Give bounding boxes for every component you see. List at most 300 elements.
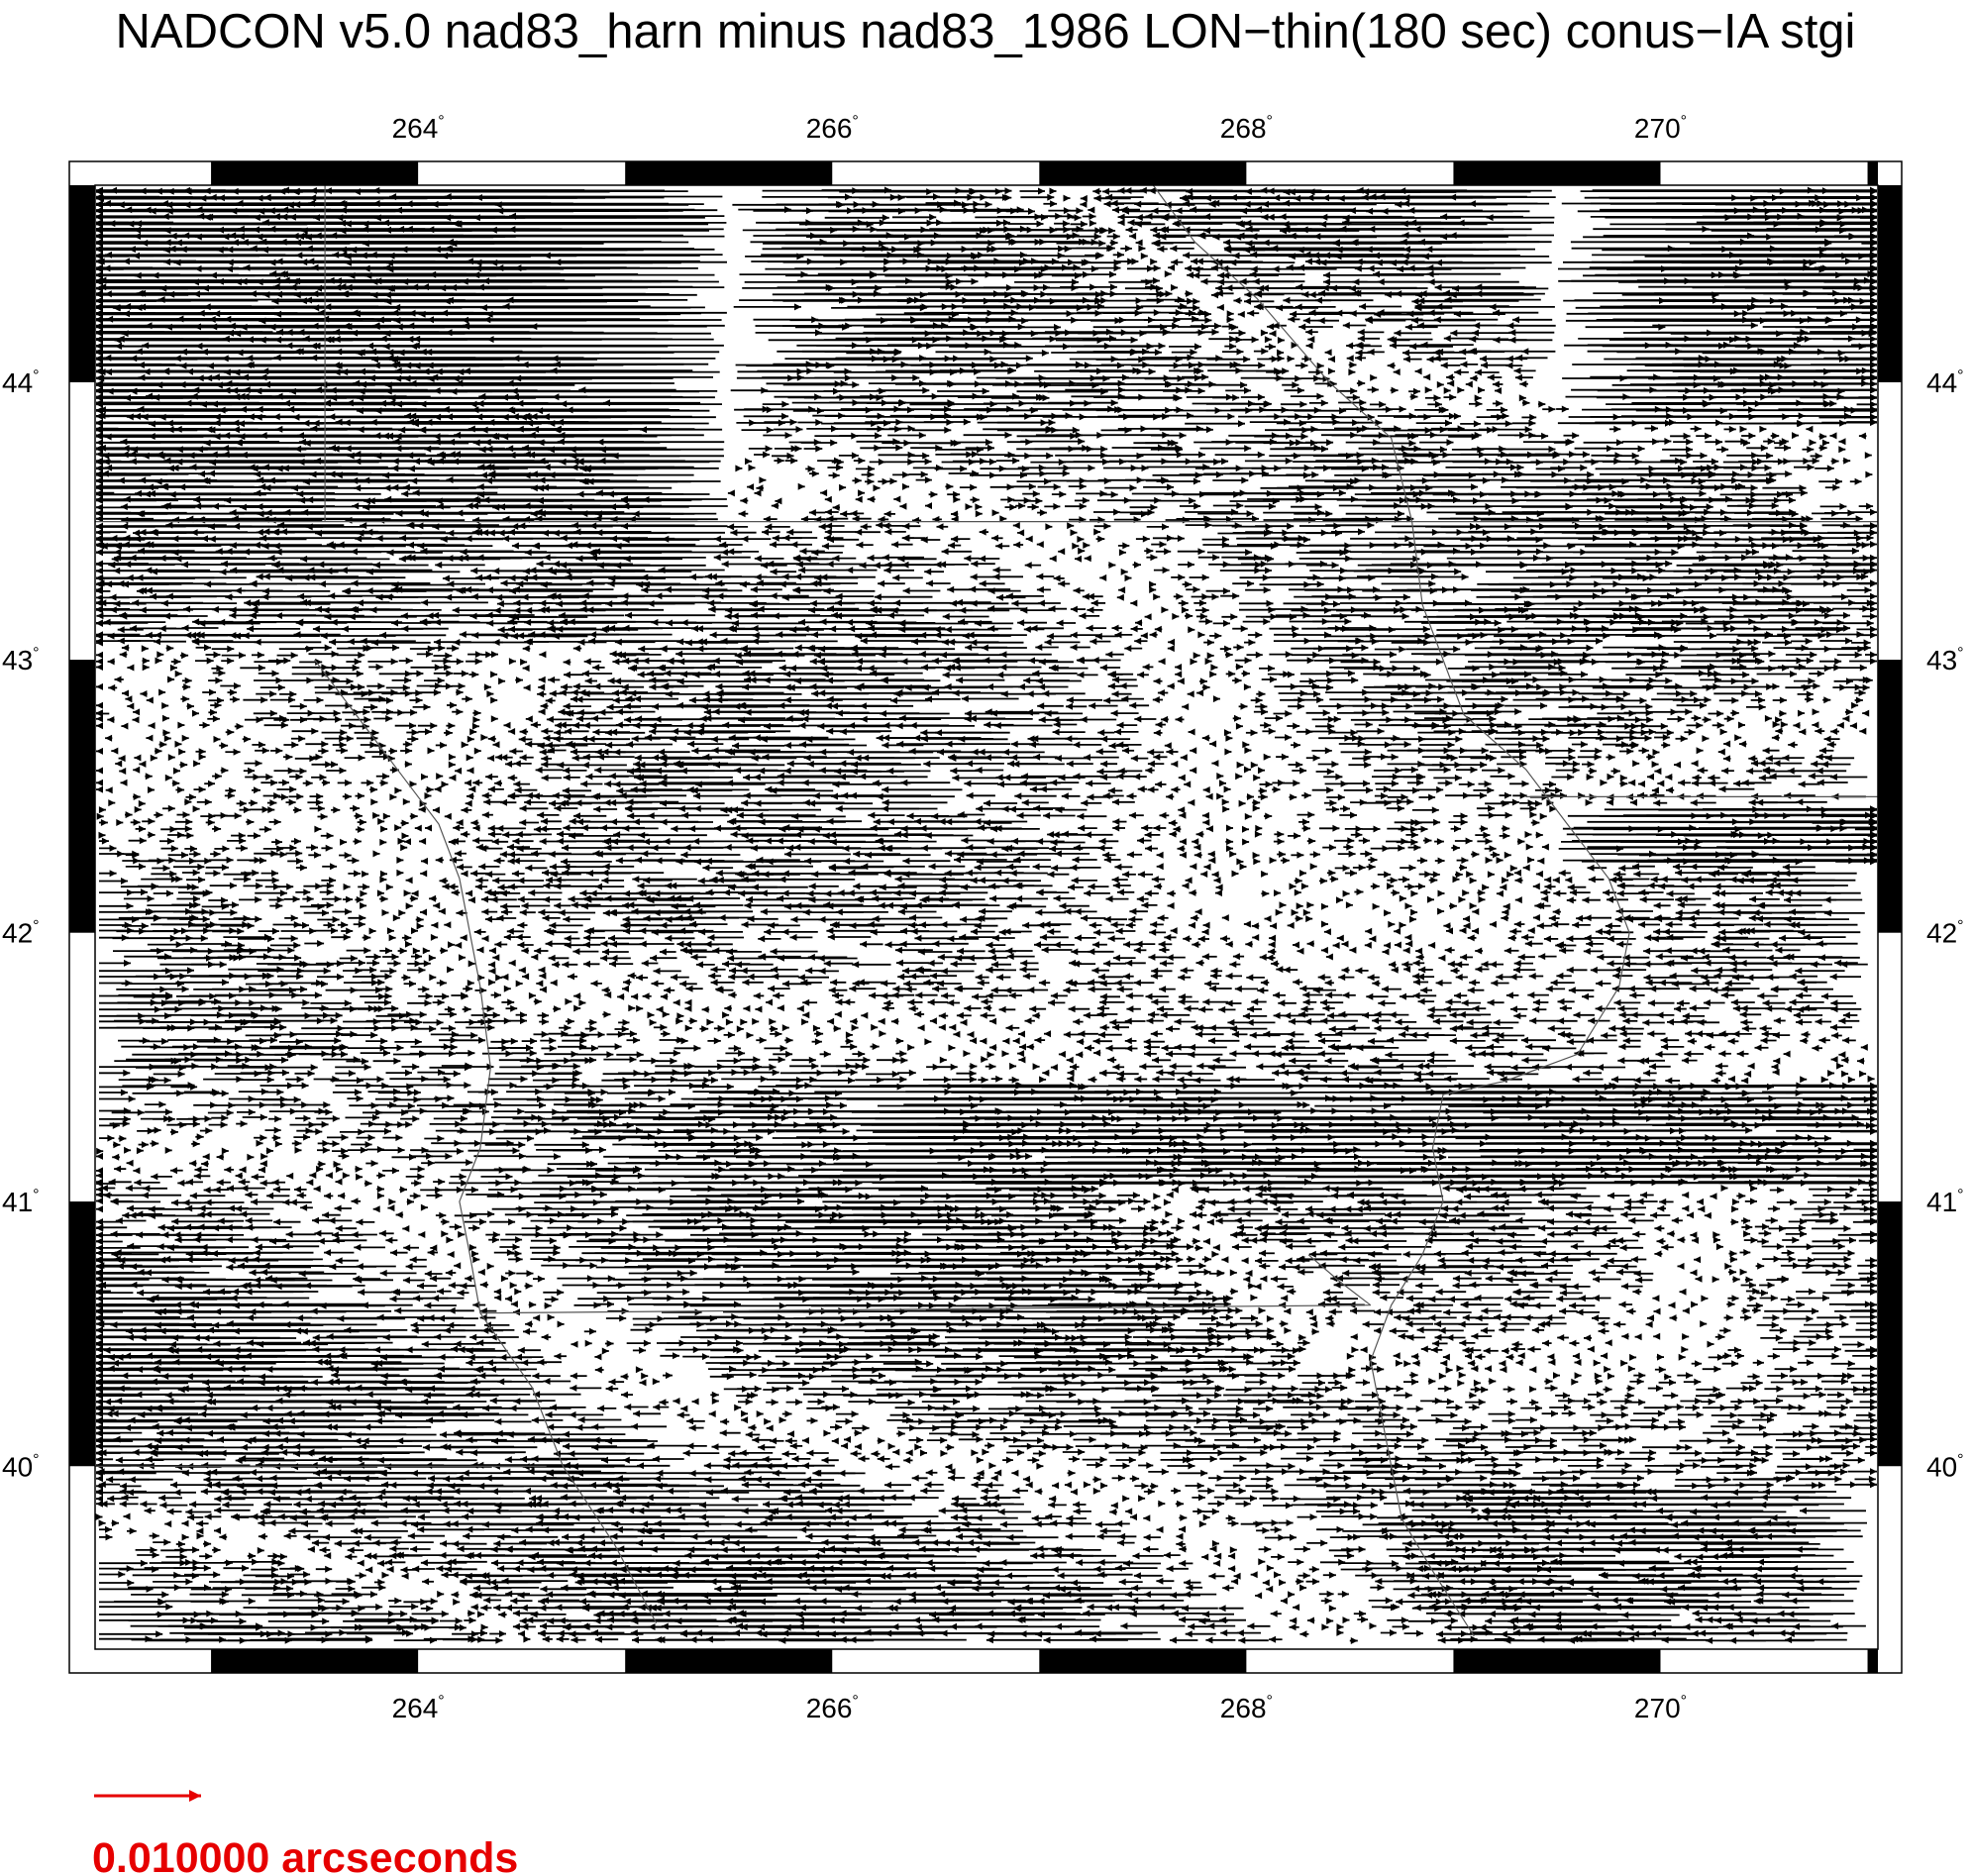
vector-arrowhead (398, 350, 405, 357)
vector-arrowhead (925, 459, 932, 466)
vector-arrowhead (1323, 271, 1330, 278)
vector-arrowhead (133, 253, 140, 260)
vector-arrowhead (261, 247, 268, 254)
vector-arrowhead (1288, 316, 1295, 323)
vector-arrowhead (1548, 406, 1555, 413)
vector-arrowhead (1063, 220, 1070, 227)
vector-arrowhead (1255, 206, 1262, 213)
vector-arrowhead (1171, 284, 1178, 291)
vector-arrowhead (419, 401, 426, 408)
vector-arrowhead (300, 259, 307, 265)
vector-arrowhead (560, 459, 567, 466)
vector-arrowhead (1400, 406, 1406, 413)
vector-arrowhead (395, 207, 402, 214)
vector-arrowhead (1003, 303, 1010, 310)
vector-arrowhead (334, 336, 341, 343)
vector-arrowhead (268, 324, 275, 331)
vector-arrowhead (1440, 213, 1447, 220)
vector-arrowhead (447, 239, 454, 246)
vector-arrowhead (1840, 310, 1847, 317)
vector-arrowhead (1273, 265, 1280, 272)
frame-bar-top (211, 161, 418, 185)
vector-arrowhead (1406, 310, 1413, 317)
vector-arrowhead (474, 264, 481, 271)
vector-arrowhead (1321, 446, 1328, 453)
vector-arrowhead (335, 277, 342, 284)
vector-arrowhead (1440, 234, 1447, 241)
vector-arrowhead (1508, 337, 1515, 344)
vector-arrowhead (1408, 264, 1415, 271)
vector-arrowhead (1440, 426, 1447, 433)
vector-arrowhead (1149, 187, 1156, 194)
vector-arrowhead (1434, 316, 1441, 323)
vector-arrowhead (512, 355, 519, 362)
vector-arrowhead (273, 413, 280, 420)
vector-arrowhead (167, 426, 174, 433)
vector-arrowhead (96, 412, 103, 419)
vector-arrowhead (1317, 363, 1324, 369)
vector-arrowhead (394, 445, 401, 452)
vector-arrowhead (868, 466, 875, 472)
vector-arrowhead (1664, 438, 1671, 445)
vector-arrowhead (1446, 373, 1453, 380)
vector-arrowhead (1475, 394, 1482, 401)
vector-arrowhead (922, 453, 929, 460)
vector-arrowhead (1104, 201, 1111, 208)
vector-arrowhead (1466, 381, 1473, 388)
vector-arrowhead (548, 420, 555, 427)
vector-arrowhead (214, 414, 221, 421)
vector-arrowhead (1192, 316, 1198, 323)
vector-arrowhead (1125, 427, 1132, 434)
vector-arrowhead (1223, 239, 1230, 246)
vector-arrowhead (1005, 432, 1012, 439)
vector-arrowhead (1808, 464, 1815, 470)
vector-arrowhead (1108, 227, 1115, 234)
vector-arrowhead (103, 459, 110, 466)
vector-arrowhead (1136, 304, 1143, 311)
vector-arrowhead (1054, 324, 1061, 331)
vector-arrowhead (1215, 355, 1222, 362)
vector-arrowhead (122, 451, 129, 458)
vector-arrowhead (487, 336, 494, 343)
vector-arrowhead (161, 200, 168, 207)
vector-arrowhead (1314, 445, 1321, 452)
vector-arrowhead (1294, 195, 1300, 202)
vector-arrowhead (1309, 309, 1316, 316)
vector-arrowhead (1426, 264, 1433, 271)
vector-arrowhead (1047, 194, 1054, 201)
vector-arrowhead (275, 291, 282, 298)
vector-arrowhead (167, 188, 174, 195)
vector-arrowhead (1265, 336, 1272, 343)
vector-arrowhead (156, 188, 162, 195)
vector-arrowhead (96, 451, 103, 458)
vector-arrowhead (790, 458, 797, 465)
vector-arrowhead (1810, 439, 1816, 446)
vector-arrowhead (383, 330, 390, 337)
vector-arrowhead (1253, 278, 1260, 285)
vector-arrowhead (1638, 446, 1645, 453)
vector-arrowhead (1155, 349, 1162, 356)
vector-arrowhead (1415, 367, 1422, 374)
vector-arrowhead (1280, 213, 1287, 220)
vector-arrowhead (358, 426, 364, 433)
vector-arrowhead (135, 272, 142, 279)
vector-arrowhead (986, 201, 992, 208)
vector-arrowhead (1076, 207, 1083, 214)
vector-arrowhead (1067, 213, 1074, 220)
vector-arrowhead (1423, 373, 1430, 380)
vector-arrowhead (883, 420, 890, 427)
vector-arrowhead (524, 451, 531, 458)
vector-arrowhead (1712, 459, 1718, 466)
vector-arrowhead (1425, 386, 1432, 393)
vector-arrowhead (989, 459, 996, 466)
vector-arrowhead (1305, 259, 1312, 265)
vector-arrowhead (919, 432, 926, 439)
vector-arrowhead (452, 458, 459, 465)
vector-arrowhead (882, 214, 889, 221)
vector-arrowhead (134, 233, 141, 240)
vector-arrowhead (1457, 386, 1464, 393)
vector-arrowhead (1227, 310, 1234, 317)
vector-arrowhead (1379, 401, 1386, 408)
vector-arrowhead (1154, 264, 1161, 271)
vector-arrowhead (1318, 317, 1325, 324)
vector-arrowhead (795, 445, 802, 452)
vector-arrowhead (1792, 432, 1799, 439)
vector-arrowhead (1211, 264, 1218, 271)
vector-arrowhead (1493, 309, 1500, 316)
vector-arrowhead (1131, 337, 1138, 344)
vector-arrowhead (1201, 373, 1208, 380)
vector-arrowhead (108, 220, 115, 227)
vector-arrowhead (944, 412, 951, 419)
vector-arrowhead (1325, 349, 1332, 356)
vector-arrowhead (96, 258, 103, 264)
vector-arrowhead (1250, 252, 1257, 259)
vector-arrowhead (1117, 187, 1124, 194)
vector-arrowhead (183, 187, 190, 194)
vector-arrowhead (123, 310, 130, 317)
vector-arrowhead (118, 201, 125, 208)
vector-arrowhead (1496, 400, 1503, 407)
vector-arrowhead (962, 246, 969, 253)
vector-arrowhead (333, 362, 340, 368)
frame-bar-right (1878, 660, 1902, 933)
vector-arrowhead (1005, 187, 1012, 194)
vector-arrowhead (1123, 413, 1130, 420)
vector-arrowhead (1823, 393, 1830, 400)
vector-arrowhead (201, 349, 208, 356)
vector-arrowhead (1352, 278, 1359, 285)
vector-arrowhead (103, 264, 110, 271)
vector-arrowhead (1515, 374, 1522, 381)
vector-arrowhead (1729, 426, 1736, 433)
vector-arrowhead (253, 226, 259, 233)
vector-arrowhead (1284, 419, 1291, 426)
vector-arrowhead (1286, 458, 1293, 465)
vector-arrowhead (1229, 343, 1236, 350)
vector-arrowhead (790, 419, 797, 426)
vector-arrowhead (1505, 420, 1512, 427)
vector-arrowhead (1435, 401, 1442, 408)
vector-arrowhead (815, 419, 822, 426)
vector-arrowhead (1312, 252, 1319, 259)
vector-arrowhead (1632, 453, 1639, 460)
vector-arrowhead (164, 239, 171, 246)
vector-arrowhead (224, 316, 231, 323)
vector-arrowhead (1347, 355, 1354, 362)
vector-arrowhead (233, 369, 240, 376)
vector-arrowhead (1349, 207, 1356, 214)
frame-bar-top (1453, 161, 1660, 185)
vector-arrowhead (1469, 200, 1476, 207)
vector-arrowhead (163, 259, 170, 265)
vector-arrowhead (1859, 433, 1866, 440)
vector-arrowhead (1089, 213, 1096, 220)
vector-arrowhead (1306, 343, 1313, 350)
vector-arrowhead (1137, 453, 1144, 460)
frame-bar-top (1868, 161, 1878, 185)
vector-arrowhead (1198, 452, 1205, 459)
vector-arrowhead (1870, 297, 1877, 304)
vector-arrowhead (1488, 374, 1495, 381)
frame-bar-left (69, 185, 95, 382)
vector-arrowhead (1225, 284, 1232, 291)
vector-arrowhead (1307, 336, 1314, 343)
vector-arrowhead (274, 311, 281, 318)
vector-arrowhead (1434, 355, 1441, 362)
vector-arrowhead (1078, 438, 1085, 445)
vector-arrowhead (1475, 369, 1482, 376)
vector-arrowhead (1695, 425, 1702, 432)
vector-arrowhead (1326, 439, 1333, 446)
vector-arrowhead (1376, 260, 1383, 266)
vector-arrowhead (983, 388, 989, 395)
vector-arrowhead (1469, 336, 1476, 343)
vector-arrowhead (273, 213, 280, 220)
vector-arrowhead (1236, 337, 1243, 344)
vector-arrowhead (1136, 214, 1143, 221)
vector-arrowhead (1149, 368, 1156, 375)
vector-arrowhead (1403, 356, 1410, 363)
vector-arrowhead (1126, 227, 1133, 234)
vector-arrowhead (312, 304, 319, 311)
vector-arrowhead (1322, 194, 1329, 201)
vector-arrowhead (207, 363, 214, 369)
vector-arrowhead (223, 336, 230, 343)
vector-arrowhead (544, 464, 551, 470)
vector-arrowhead (1441, 406, 1448, 413)
vector-arrowhead (1830, 432, 1837, 439)
vector-arrowhead (1470, 374, 1477, 381)
vector-arrowhead (238, 233, 245, 240)
vector-arrowhead (370, 292, 377, 299)
vector-arrowhead (1252, 336, 1259, 343)
vector-arrowhead (1157, 297, 1164, 304)
vector-arrowhead (1174, 363, 1181, 369)
vector-arrowhead (1204, 317, 1211, 324)
vector-arrowhead (1258, 362, 1265, 368)
vector-arrowhead (186, 368, 193, 375)
vector-arrowhead (373, 432, 380, 439)
vector-arrowhead (1238, 420, 1245, 427)
vector-arrowhead (176, 316, 183, 323)
vector-arrowhead (1261, 214, 1268, 221)
vector-arrowhead (1320, 214, 1327, 221)
vector-arrowhead (330, 387, 337, 394)
vector-arrowhead (1373, 270, 1380, 277)
vector-arrowhead (1350, 387, 1357, 394)
vector-arrowhead (1768, 438, 1775, 445)
vector-arrowhead (195, 343, 202, 350)
vector-arrowhead (1227, 316, 1234, 323)
vector-arrowhead (1353, 394, 1360, 401)
vector-arrowhead (202, 285, 209, 292)
vector-arrowhead (1152, 207, 1159, 214)
vector-arrowhead (1721, 446, 1728, 453)
frame-bar-right (1878, 185, 1902, 382)
vector-arrowhead (1098, 240, 1105, 247)
vector-arrowhead (1198, 387, 1205, 394)
vector-arrowhead (1506, 356, 1513, 363)
vector-arrowhead (1136, 240, 1143, 247)
vector-arrowhead (1165, 270, 1172, 277)
vector-arrowhead (1046, 453, 1053, 460)
vector-arrowhead (1528, 420, 1535, 427)
vector-arrowhead (1525, 426, 1532, 433)
vector-arrowhead (354, 458, 361, 465)
vector-arrowhead (1839, 438, 1846, 445)
vector-arrowhead (1502, 413, 1508, 420)
vector-arrowhead (557, 419, 564, 426)
vector-arrowhead (735, 465, 742, 471)
vector-arrowhead (1366, 246, 1373, 253)
vector-arrowhead (1141, 253, 1148, 260)
vector-arrowhead (357, 407, 363, 414)
vector-arrowhead (1243, 356, 1250, 363)
vector-arrowhead (552, 355, 559, 362)
vector-arrowhead (1221, 458, 1228, 465)
vector-arrowhead (105, 465, 112, 471)
vector-arrowhead (1244, 201, 1251, 208)
vector-arrowhead (472, 271, 479, 278)
frame-bar-left (69, 660, 95, 933)
vector-arrowhead (1003, 219, 1010, 226)
vector-arrowhead (745, 458, 752, 465)
vector-arrowhead (298, 459, 305, 466)
vector-arrowhead (484, 439, 491, 446)
vector-arrowhead (1510, 464, 1517, 470)
frame-bar-top (625, 161, 832, 185)
vector-arrowhead (1460, 361, 1467, 367)
vector-arrowhead (1012, 458, 1019, 465)
vector-arrowhead (1740, 426, 1747, 433)
vector-arrowhead (336, 419, 343, 426)
vector-arrowhead (1066, 412, 1073, 419)
vector-arrowhead (1490, 303, 1497, 310)
vector-arrowhead (445, 193, 452, 200)
vector-arrowhead (1081, 195, 1088, 202)
vector-arrowhead (1166, 290, 1173, 297)
vector-arrowhead (1111, 240, 1118, 247)
vector-arrowhead (96, 297, 103, 304)
vector-arrowhead (208, 470, 215, 477)
vector-arrowhead (1111, 399, 1118, 406)
vector-arrowhead (468, 426, 475, 433)
vector-arrowhead (1402, 200, 1409, 207)
vector-arrowhead (1111, 200, 1118, 207)
vector-arrowhead (1806, 426, 1813, 433)
vector-arrowhead (231, 387, 238, 394)
vector-arrowhead (1487, 214, 1494, 221)
vector-arrowhead (368, 374, 375, 381)
vector-arrowhead (192, 386, 199, 393)
vector-arrowhead (145, 207, 152, 214)
vector-arrowhead (1240, 208, 1247, 215)
vector-arrowhead (1359, 399, 1366, 406)
vector-arrowhead (1196, 367, 1203, 374)
vector-arrowhead (329, 445, 336, 452)
vector-arrowhead (1245, 188, 1252, 195)
vector-arrowhead (363, 265, 370, 272)
vector-arrowhead (1147, 343, 1154, 350)
vector-arrowhead (1508, 329, 1515, 336)
vector-arrowhead (473, 440, 480, 447)
vector-arrowhead (1114, 264, 1121, 271)
vector-arrowhead (1309, 291, 1316, 298)
vector-arrowhead (152, 272, 158, 279)
vector-arrowhead (1336, 247, 1343, 254)
vector-arrowhead (388, 399, 395, 406)
vector-arrowhead (291, 278, 298, 285)
vector-arrowhead (1322, 284, 1329, 291)
vector-arrowhead (309, 194, 316, 201)
vector-arrowhead (341, 290, 348, 297)
vector-arrowhead (1206, 426, 1213, 433)
vector-arrowhead (1193, 304, 1199, 311)
vector-arrowhead (1512, 316, 1519, 323)
vector-arrowhead (1283, 297, 1290, 304)
vector-arrowhead (1870, 349, 1877, 356)
vector-arrowhead (1686, 446, 1693, 453)
vector-arrowhead (189, 464, 196, 470)
vector-arrowhead (1328, 367, 1335, 374)
vector-arrowhead (360, 381, 366, 388)
vector-arrowhead (1751, 322, 1758, 329)
vector-arrowhead (1701, 453, 1708, 460)
vector-arrowhead (1100, 446, 1107, 453)
vector-arrowhead (444, 298, 451, 305)
vector-arrowhead (1112, 207, 1119, 214)
vector-arrowhead (1246, 226, 1253, 233)
vector-arrowhead (1392, 387, 1399, 394)
vector-arrowhead (912, 374, 919, 381)
vector-arrowhead (1191, 349, 1197, 356)
vector-arrowhead (282, 465, 289, 471)
vector-arrowhead (1819, 433, 1826, 440)
vector-arrowhead (1089, 220, 1096, 227)
vector-arrowhead (1394, 330, 1400, 337)
vector-arrowhead (1517, 464, 1524, 470)
vector-arrowhead (195, 265, 202, 272)
vector-arrowhead (514, 375, 521, 382)
vector-arrowhead (1444, 335, 1451, 342)
vector-arrowhead (450, 388, 457, 395)
vector-arrowhead (1037, 221, 1044, 228)
